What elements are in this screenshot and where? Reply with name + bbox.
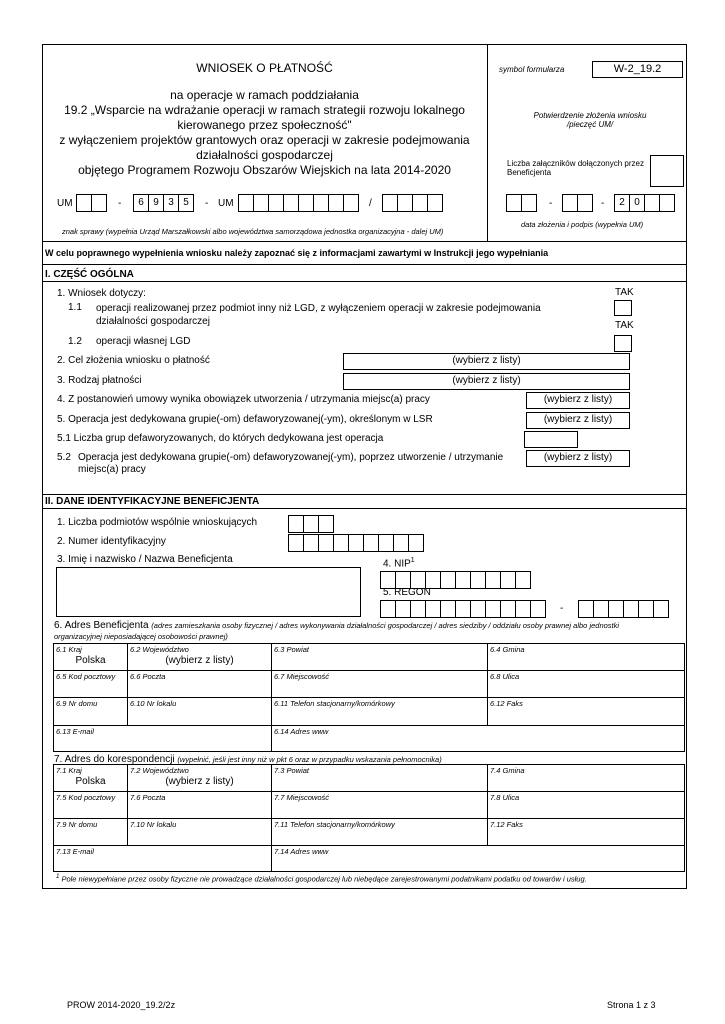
footer-left: PROW 2014-2020_19.2/2z [67, 1000, 176, 1010]
addr-ulica[interactable]: 6.8 Ulica [488, 671, 684, 698]
addr-kraj[interactable]: 6.1 Kraj Polska [54, 644, 128, 671]
addr-faks[interactable]: 6.12 Faks [488, 698, 684, 726]
case-field-1[interactable] [76, 194, 106, 212]
confirm-label: Potwierdzenie złożenia wniosku /pieczęć UM/ [533, 111, 647, 129]
q1-label: 1. Wniosek dotyczy: [57, 288, 146, 299]
q5-1-label: 5.1 Liczba grup defaworyzowanych, do których dedykowana jest operacja [57, 433, 384, 444]
corr-title: 7. Adres do korespondencji (wypełnić, jeśli jest inny niż w pkt 6 oraz w przypadku wskazania pełnomocnika) [54, 754, 442, 765]
header-divider [487, 44, 488, 241]
q1-2-checkbox[interactable] [614, 335, 632, 352]
corr-kraj[interactable]: 7.1 Kraj Polska [54, 765, 128, 792]
addr-email[interactable]: 6.13 E-mail [54, 726, 272, 751]
corr-powiat[interactable]: 7.3 Powiat [272, 765, 488, 792]
footnote: $^1$ Pole niewypełniane przez osoby fizyczne nie prowadzące działalności gospodarczej lub niebędące zarejestrowanymi podatnikami podatku od towarów i usług. [56, 874, 587, 884]
corr-grid [53, 764, 685, 872]
q1-1-num: 1.1 [68, 302, 82, 313]
q1-1-checkbox[interactable] [614, 300, 632, 316]
corr-telefon[interactable]: 7.11 Telefon stacjonarny/komórkowy [272, 819, 488, 846]
section2-title-line [42, 508, 687, 509]
q4-select[interactable]: (wybierz z listy) [526, 392, 630, 409]
address-title: 6. Adres Beneficjenta (adres zamieszkania osoby fizycznej / adres wykonywania działalności gospodarczej / adres siedziby / oddziału osoby prawnej albo jednostki organizacyjnej nieposiadającej osobowości prawnej) [54, 620, 620, 641]
corr-nr-lokalu[interactable]: 7.10 Nr lokalu [128, 819, 272, 846]
addr-nr-domu[interactable]: 6.9 Nr domu [54, 698, 128, 726]
date-month[interactable] [562, 194, 592, 212]
regon-label: 5. REGON [383, 587, 431, 598]
addr-miejscowosc[interactable]: 6.7 Miejscowość [272, 671, 488, 698]
q3-select[interactable]: (wybierz z listy) [343, 373, 630, 390]
q5-select[interactable]: (wybierz z listy) [526, 412, 630, 429]
corr-miejscowosc[interactable]: 7.7 Miejscowość [272, 792, 488, 819]
s2-q1-field[interactable] [288, 515, 333, 533]
addr-www[interactable]: 6.14 Adres www [274, 727, 329, 736]
instruction-text: W celu poprawnego wypełnienia wniosku należy zapoznać się z informacjami zawartymi w Instrukcji jego wypełniania [45, 248, 549, 258]
case-note: znak sprawy (wypełnia Urząd Marszałkowski albo województwa samorządowa jednostka organizacyjna - dalej UM) [62, 227, 444, 236]
beneficiary-name-field[interactable] [56, 567, 361, 617]
corr-kod[interactable]: 7.5 Kod pocztowy [54, 792, 128, 819]
q4-label: 4. Z postanowień umowy wynika obowiązek utworzenia / utrzymania miejsc(a) pracy [57, 394, 430, 405]
q2-select[interactable]: (wybierz z listy) [343, 353, 630, 370]
symbol-value: W-2_19.2 [592, 61, 683, 78]
addr-poczta[interactable]: 6.6 Poczta [128, 671, 272, 698]
case-dash-1: - [118, 198, 122, 209]
corr-ulica[interactable]: 7.8 Ulica [488, 792, 684, 819]
tak-label-2: TAK [615, 320, 634, 331]
footer-right: Strona 1 z 3 [607, 1000, 656, 1010]
q5-2-select[interactable]: (wybierz z listy) [526, 450, 630, 467]
s2-q3-label: 3. Imię i nazwisko / Nazwa Beneficjenta [57, 554, 233, 565]
section2-top-line [42, 494, 687, 495]
regon-suffix-field[interactable] [578, 600, 668, 618]
section1-title-line [42, 281, 687, 282]
date-day[interactable] [506, 194, 536, 212]
form-title: WNIOSEK O PŁATNOŚĆ [196, 61, 333, 75]
s2-q2-label: 2. Numer identyfikacyjny [57, 536, 166, 547]
case-um: UM [218, 198, 234, 209]
section1-title: I. CZĘŚĆ OGÓLNA [45, 269, 134, 280]
regon-field[interactable] [380, 600, 545, 618]
q5-1-field[interactable] [524, 431, 578, 448]
nip-label: 4. NIP$^1$ [383, 557, 415, 570]
case-dash-2: - [205, 198, 209, 209]
s2-q1-label: 1. Liczba podmiotów wspólnie wnioskujących [57, 517, 258, 528]
date-year[interactable]: 2 0 [614, 194, 674, 212]
q3-label: 3. Rodzaj płatności [57, 375, 142, 386]
corr-faks[interactable]: 7.12 Faks [488, 819, 684, 846]
case-field-3[interactable] [382, 194, 442, 212]
case-prefix: UM [57, 198, 73, 209]
addr-kod[interactable]: 6.5 Kod pocztowy [54, 671, 128, 698]
date-note: data złożenia i podpis (wypełnia UM) [521, 220, 644, 229]
q1-2-num: 1.2 [68, 336, 82, 347]
tak-label-1: TAK [615, 287, 634, 298]
addr-powiat[interactable]: 6.3 Powiat [272, 644, 488, 671]
form-subtitle: na operacje w ramach poddziałania 19.2 „Wsparcie na wdrażanie operacji w ramach strategii rozwoju lokalnego kierowanego przez społeczność" z wyłączeniem projektów grantowych oraz operacji w zakresie podejmowania działalności gospodarczej objętego Programem Rozwoju Obszarów Wiejskich na lata 2014-2020 [59, 88, 470, 177]
addr-wojewodztwo[interactable]: 6.2 Województwo (wybierz z listy) [128, 644, 272, 671]
regon-dash: - [560, 603, 564, 614]
corr-nr-domu[interactable]: 7.9 Nr domu [54, 819, 128, 846]
header-bottom-line [42, 241, 687, 242]
addr-telefon[interactable]: 6.11 Telefon stacjonarny/komórkowy [272, 698, 488, 726]
corr-www[interactable]: 7.14 Adres www [274, 847, 329, 856]
corr-poczta[interactable]: 7.6 Poczta [128, 792, 272, 819]
instruction-line [42, 264, 687, 265]
date-dash-1: - [549, 198, 553, 209]
case-slash: / [369, 198, 372, 209]
q2-label: 2. Cel złożenia wniosku o płatność [57, 355, 210, 366]
q5-2-num: 5.2 [57, 452, 71, 463]
address-grid [53, 643, 685, 752]
q5-2-label: Operacja jest dedykowana grupie(-om) defaworyzowanej(-ym), poprzez utworzenie / utrzymanie miejsc(a) pracy [78, 452, 504, 475]
corr-gmina[interactable]: 7.4 Gmina [488, 765, 684, 792]
q1-1-label: operacji realizowanej przez podmiot inny niż LGD, z wyłączeniem operacji w zakresie podejmowania działalności gospodarczej [96, 303, 541, 327]
addr-nr-lokalu[interactable]: 6.10 Nr lokalu [128, 698, 272, 726]
section2-title: II. DANE IDENTYFIKACYJNE BENEFICJENTA [45, 496, 260, 507]
attachments-label: Liczba załączników dołączonych przez Beneficjenta [507, 159, 644, 177]
corr-email[interactable]: 7.13 E-mail [54, 846, 272, 871]
symbol-label: symbol formularza [499, 65, 565, 74]
q1-2-label: operacji własnej LGD [96, 336, 191, 347]
corr-wojewodztwo[interactable]: 7.2 Województwo (wybierz z listy) [128, 765, 272, 792]
date-dash-2: - [601, 198, 605, 209]
case-field-2[interactable] [238, 194, 358, 212]
attachments-count-field[interactable] [650, 155, 684, 187]
case-digits[interactable]: 6 9 3 5 [133, 194, 193, 212]
q5-label: 5. Operacja jest dedykowana grupie(-om) defaworyzowanej(-ym), określonym w LSR [57, 414, 433, 425]
addr-gmina[interactable]: 6.4 Gmina [488, 644, 684, 671]
s2-q2-field[interactable] [288, 534, 423, 552]
